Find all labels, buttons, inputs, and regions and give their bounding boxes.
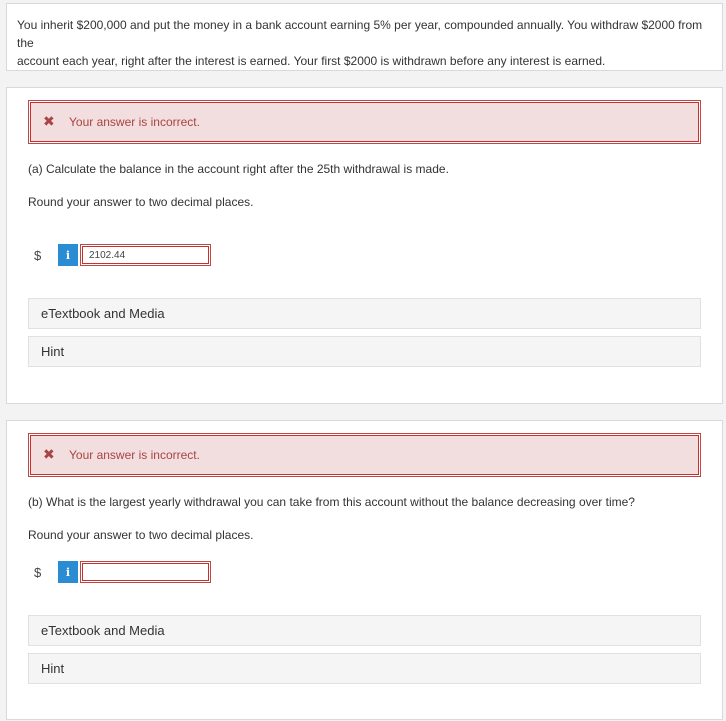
part-b-etextbook-button[interactable]: eTextbook and Media bbox=[28, 615, 701, 646]
part-a-incorrect-alert bbox=[28, 100, 701, 144]
part-a-etextbook-button[interactable]: eTextbook and Media bbox=[28, 298, 701, 329]
info-icon[interactable]: i bbox=[58, 244, 78, 266]
part-b-panel bbox=[6, 420, 723, 720]
part-b-answer-row bbox=[34, 560, 211, 584]
info-icon[interactable]: i bbox=[58, 561, 78, 583]
part-a-answer-input[interactable] bbox=[80, 244, 211, 266]
part-a-answer-row bbox=[34, 243, 211, 267]
part-a-instruction: Round your answer to two decimal places. bbox=[28, 195, 254, 209]
part-b-hint-button[interactable]: Hint bbox=[28, 653, 701, 684]
part-b-alert-text: Your answer is incorrect. bbox=[69, 448, 200, 462]
part-b-currency: $ bbox=[34, 564, 42, 580]
part-b-answer-input[interactable] bbox=[80, 561, 211, 583]
part-b-incorrect-alert bbox=[28, 433, 701, 477]
close-x-icon: ✖ bbox=[43, 114, 55, 130]
part-b-instruction: Round your answer to two decimal places. bbox=[28, 528, 254, 542]
question-line-2: account each year, right after the interest is earned. Your first $2000 is withdrawn before any interest is earned. bbox=[17, 54, 606, 68]
part-a-hint-button[interactable]: Hint bbox=[28, 336, 701, 367]
part-a-panel bbox=[6, 87, 723, 404]
question-panel bbox=[6, 3, 723, 71]
question-line-1: You inherit $200,000 and put the money in a bank account earning 5% per year, compounded annually. You withdraw $2000 from the bbox=[17, 18, 703, 50]
close-x-icon: ✖ bbox=[43, 447, 55, 463]
part-b-prompt: (b) What is the largest yearly withdrawal you can take from this account without the balance decreasing over time? bbox=[28, 495, 635, 509]
part-a-currency: $ bbox=[34, 247, 42, 263]
part-a-prompt: (a) Calculate the balance in the account right after the 25th withdrawal is made. bbox=[28, 162, 449, 176]
part-a-alert-text: Your answer is incorrect. bbox=[69, 115, 200, 129]
